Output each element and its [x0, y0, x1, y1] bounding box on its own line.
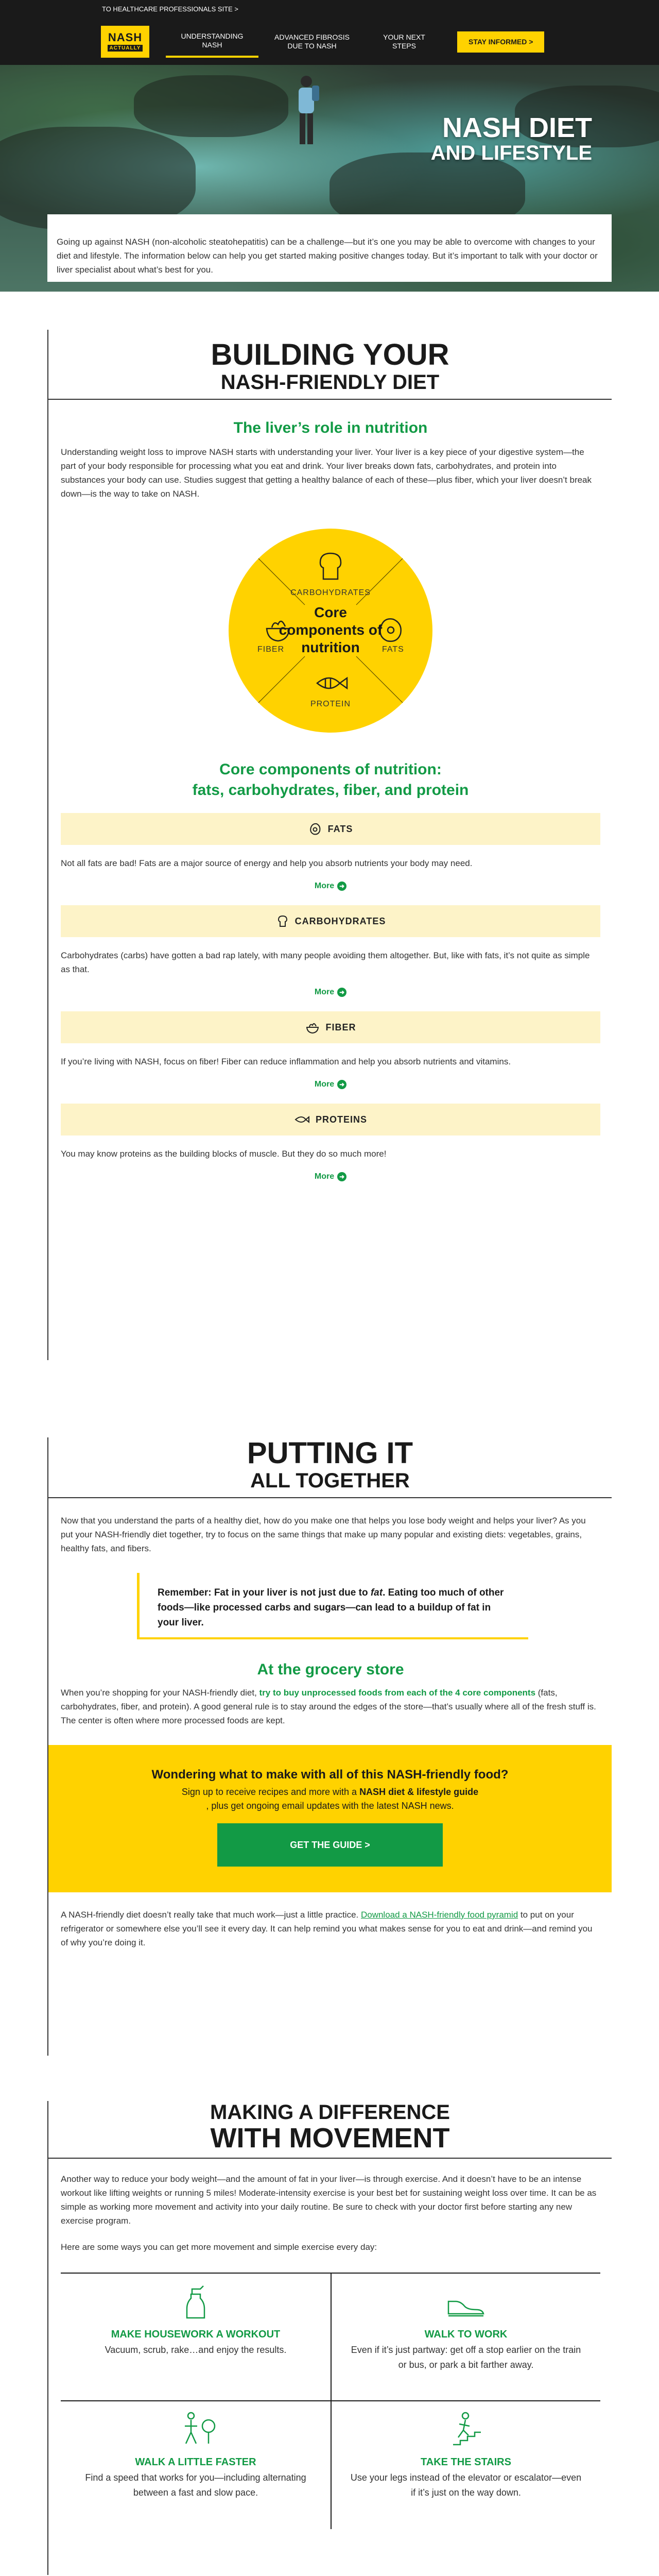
get-guide-button[interactable]: GET THE GUIDE >: [217, 1823, 443, 1867]
hiker-image: [288, 70, 324, 163]
bread-icon: [275, 914, 289, 928]
grocery-text: When you’re shopping for your NASH-friendly diet, try to buy unprocessed foods from each of the 4 core components (fats, carbohydrates, fiber, and protein). A good general rule is to stay around the edges of the store—that’s usually where all of the fresh stuff is. The center is often where more processed foods are kept.: [61, 1688, 596, 1725]
components-list: [61, 813, 600, 1181]
food-pyramid-link[interactable]: Download a NASH-friendly food pyramid: [360, 1910, 518, 1920]
arrow-right-icon: ➜: [337, 1172, 346, 1181]
movement-intro: Here are some ways you can get more movement and simple exercise every day:: [61, 2242, 377, 2252]
hero-banner: [0, 65, 659, 292]
section-heading: MAKING A DIFFERENCE WITH MOVEMENT: [48, 2101, 612, 2153]
tip-take-stairs: TAKE THE STAIRS Use your legs instead of the elevator or escalator—even if it’s just on the way down.: [331, 2401, 600, 2529]
carbohydrates-text: Carbohydrates (carbs) have gotten a bad rap lately, with many people avoiding them altogether. But, like with fats, it’s not quite as simple as that.: [61, 951, 590, 974]
fat-callout: Remember: Fat in your liver is not just due to fat. Eating too much of other foods—like processed carbs and sugars—can lead to a buildup of fat in your liver.: [137, 1573, 528, 1639]
nutrition-wheel: CARBOHYDRATES FIBER FATS PROTEIN Core components of nutrition: [228, 528, 433, 734]
proteins-more-link[interactable]: More ➜: [61, 1172, 600, 1181]
core-components-heading: Core components of nutrition: fats, carbohydrates, fiber, and protein: [192, 761, 469, 799]
main-nav: [0, 19, 659, 65]
liver-role-heading: The liver’s role in nutrition: [233, 419, 428, 436]
intro-text: Going up against NASH (non-alcoholic steatohepatitis) can be a challenge—but it’s one you may be able to overcome with changes to your diet and lifestyle. The information below can help you get started making positive changes today. But it’s important to talk with your doctor or liver specialist about what’s best for you.: [47, 214, 612, 282]
proteins-text: You may know proteins as the building blocks of muscle. But they do so much more!: [61, 1149, 387, 1159]
section-heading: PUTTING IT ALL TOGETHER: [48, 1437, 612, 1492]
nav-understanding-nash[interactable]: UNDERSTANDING NASH: [166, 26, 258, 58]
wheel-center-title: Core components of nutrition: [279, 604, 383, 655]
proteins-bar[interactable]: PROTEINS: [61, 1104, 600, 1136]
arrow-right-icon: ➜: [337, 882, 346, 891]
nav-advanced-fibrosis[interactable]: ADVANCED FIBROSIS DUE TO NASH: [274, 33, 350, 50]
arrow-right-icon: ➜: [337, 988, 346, 997]
fiber-text: If you’re living with NASH, focus on fiber! Fiber can reduce inflammation and help you absorb nutrients and vitamins.: [61, 1057, 511, 1066]
carbohydrates-bar[interactable]: CARBOHYDRATES: [61, 905, 600, 937]
hcp-site-link[interactable]: TO HEALTHCARE PROFESSIONALS SITE >: [0, 0, 659, 19]
guide-signup-box: Wondering what to make with all of this NASH-friendly food? Sign up to receive recipes and more with a NASH diet & lifestyle guide , plus get ongoing email updates with the latest NASH news. GET THE GUIDE >: [48, 1745, 612, 1892]
tip-walk-faster: WALK A LITTLE FASTER Find a speed that works for you—including alternating between a fast and slow pace.: [61, 2401, 331, 2529]
tip-housework: MAKE HOUSEWORK A WORKOUT Vacuum, scrub, rake…and enjoy the results.: [61, 2274, 331, 2401]
carbohydrates-more-link[interactable]: More ➜: [61, 988, 600, 997]
stairs-icon: [448, 2411, 484, 2447]
fats-bar[interactable]: FATS: [61, 813, 600, 845]
nav-next-steps[interactable]: YOUR NEXT STEPS: [383, 33, 425, 50]
building-diet-section: [47, 330, 612, 1360]
spray-bottle-icon: [183, 2283, 209, 2319]
arrow-right-icon: ➜: [337, 1080, 346, 1089]
putting-together-section: [47, 1437, 612, 2056]
fiber-bar[interactable]: FIBER: [61, 1011, 600, 1043]
salad-bowl-icon: [305, 1021, 320, 1034]
hero-title: NASH DIET AND LIFESTYLE: [430, 112, 592, 164]
walker-icon: [172, 2411, 219, 2447]
stay-informed-button[interactable]: STAY INFORMED >: [457, 31, 544, 53]
tip-walk-to-work: WALK TO WORK Even if it’s just partway: get off a stop earlier on the train or bus, or park a bit farther away.: [331, 2274, 600, 2401]
sneaker-icon: [445, 2283, 487, 2319]
liver-role-text: Understanding weight loss to improve NASH starts with understanding your liver. Your liver is a key piece of your digestive system—the part of your body responsible for processing what you eat and drink. Your liver breaks down fats, carbohydrates, and protein into substances your body can use. Studies suggest that getting a healthy balance of each of these—plus fiber, which your liver doesn’t break down—is the way to take on NASH.: [61, 447, 592, 499]
movement-text: Another way to reduce your body weight—and the amount of fat in your liver—is through exercise. And it doesn’t have to be an intense workout like lifting weights or running 5 miles! Moderate-intensity exercise is your best bet for sustaining weight loss over time. It can be as simple as working more movement and activity into your daily routine. Be sure to check with your doctor first before starting any new exercise program.: [61, 2174, 597, 2226]
together-text: Now that you understand the parts of a healthy diet, how do you make one that helps you lose body weight and helps your liver? As you put your NASH-friendly diet together, try to focus on the same things that make up many popular and existing diets: vegetables, grains, healthy fats, and fibers.: [61, 1516, 586, 1553]
nash-actually-logo[interactable]: NASH ACTUALLY: [101, 26, 149, 58]
fish-icon: [294, 1113, 309, 1126]
fats-more-link[interactable]: More ➜: [61, 882, 600, 891]
section-heading: BUILDING YOUR NASH-FRIENDLY DIET: [48, 330, 612, 394]
grocery-heading: At the grocery store: [257, 1661, 404, 1678]
fats-text: Not all fats are bad! Fats are a major source of energy and help you absorb nutrients your body may need.: [61, 858, 473, 868]
pyramid-text: A NASH-friendly diet doesn’t really take that much work—just a little practice. Download a NASH-friendly food pyramid to put on your refrigerator or somewhere else you’ll see it every day. It can help remind you what makes sense for you to eat and drink—and remind you of why you’re doing it.: [61, 1910, 593, 1947]
fiber-more-link[interactable]: More ➜: [61, 1080, 600, 1089]
movement-section: [47, 2101, 612, 2575]
movement-tips-grid: [61, 2273, 600, 2529]
avocado-icon: [308, 822, 322, 836]
